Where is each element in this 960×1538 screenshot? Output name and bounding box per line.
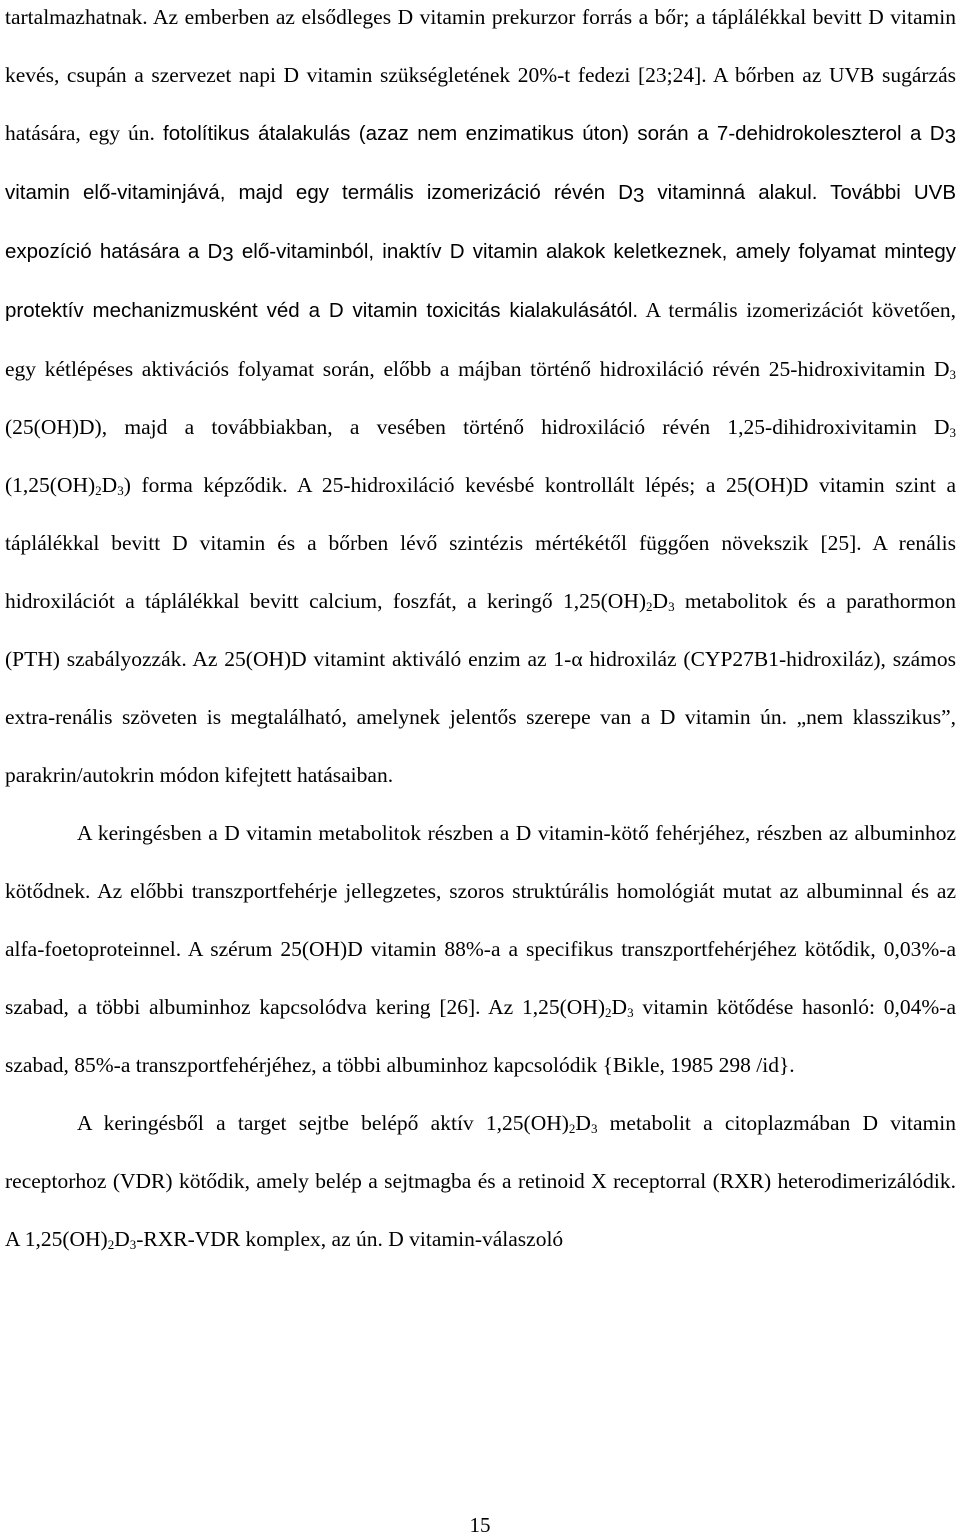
subscript: 3 [129, 1237, 137, 1252]
subscript: 3 [632, 184, 645, 207]
text-run: A termális izomerizációt követően, egy kétlépéses aktivációs folyamat során, előbb a májban történő hidroxiláció révén 25-hidroxivitamin D [5, 298, 956, 381]
text-run: fotolítikus átalakulás (azaz nem enzimatikus úton) során a 7-dehidrokoleszterol a D [163, 122, 945, 145]
subscript: 3 [627, 1005, 634, 1020]
page-number: 15 [469, 1513, 491, 1537]
subscript: 2 [95, 483, 102, 498]
subscript: 3 [590, 1121, 598, 1136]
text-run: vitaminná alakul. További UVB expozíció hatására a D [5, 181, 956, 263]
paragraph-1 [5, 0, 956, 804]
subscript: 2 [107, 1237, 115, 1252]
text-run: ) forma képződik. A 25-hidroxiláció kevésbé kontrollált lépés; a 25(OH)D vitamin szint a táplálékkal bevitt D vitamin és a bőrben lévő szintézis mértékétől függően növekszik [25]. A renális hidroxilációt a táplálékkal bevitt calcium, foszfát, a keringő 1,25(OH) [5, 473, 956, 613]
paragraph-2 [5, 804, 956, 1094]
text-run: tartalmazhatnak. Az emberben az elsődleges D vitamin prekurzor forrás a bőr; a táplálékkal bevitt D vitamin kevés, csupán a szervezet napi D vitamin szükségletének 20%-t fedezi [23;24]. A bőrben az UVB sugárzás hatására, egy ún. [5, 5, 956, 145]
text-run: D [101, 473, 118, 497]
subscript: 3 [949, 367, 956, 382]
text-run: vitamin kötődése hasonló: 0,04%-a szabad, 85%-a transzportfehérjéhez, a többi albuminhoz kapcsolódik {Bikle, 1985 298 /id}. [5, 995, 956, 1077]
document-page [5, 0, 956, 1268]
text-run: D [575, 1111, 591, 1135]
text-run: D [652, 589, 669, 613]
text-run: (25(OH)D), majd a továbbiakban, a vesében történő hidroxiláció révén 1,25-dihidroxivitamin D [5, 415, 950, 439]
subscript: 2 [646, 599, 653, 614]
text-run: vitamin elő-vitaminjává, majd egy termális izomerizáció révén D [5, 181, 633, 204]
text-run: D [114, 1227, 130, 1251]
text-run: metabolitok és a parathormon (PTH) szabályozzák. Az 25(OH)D vitamint aktiváló enzim az 1-α hidroxiláz (CYP27B1-hidroxiláz), számos extra-renális szöveten is megtalálható, amelynek jelentős szerepe van a D vitamin ún. „nem klasszikus”, parakrin/autokrin módon kifejtett hatásaiban. [5, 589, 956, 787]
subscript: 3 [222, 243, 234, 266]
subscript: 3 [668, 599, 675, 614]
paragraph-3 [5, 1094, 956, 1268]
text-run: A keringésből a target sejtbe belépő aktív 1,25(OH) [77, 1111, 569, 1135]
text-run: A keringésben a D vitamin metabolitok részben a D vitamin-kötő fehérjéhez, részben az albuminhoz kötődnek. Az előbbi transzportfehérje jellegzetes, szoros struktúrális homológiát mutat az albuminnal és az alfa-foetoproteinnel. A szérum 25(OH)D vitamin 88%-a a specifikus transzportfehérjéhez kötődik, 0,03%-a szabad, a többi albuminhoz kapcsolódva kering [26]. Az 1,25(OH) [5, 821, 956, 1019]
text-run: elő-vitaminból, inaktív D vitamin alakok keletkeznek, amely folyamat mintegy protektív mechanizmusként véd a D vitamin toxicitás kialakulásától. [5, 240, 956, 322]
text-run: D [611, 995, 628, 1019]
subscript: 3 [944, 125, 956, 148]
subscript: 3 [117, 483, 124, 498]
subscript: 2 [605, 1005, 612, 1020]
text-run: -RXR-VDR komplex, az ún. D vitamin-válaszoló [136, 1227, 564, 1251]
subscript: 3 [949, 425, 956, 440]
text-run: (1,25(OH) [5, 473, 96, 497]
text-run: metabolit a citoplazmában D vitamin receptorhoz (VDR) kötődik, amely belép a sejtmagba és a retinoid X receptorral (RXR) heterodimerizálódik. A 1,25(OH) [5, 1111, 956, 1251]
subscript: 2 [568, 1121, 576, 1136]
